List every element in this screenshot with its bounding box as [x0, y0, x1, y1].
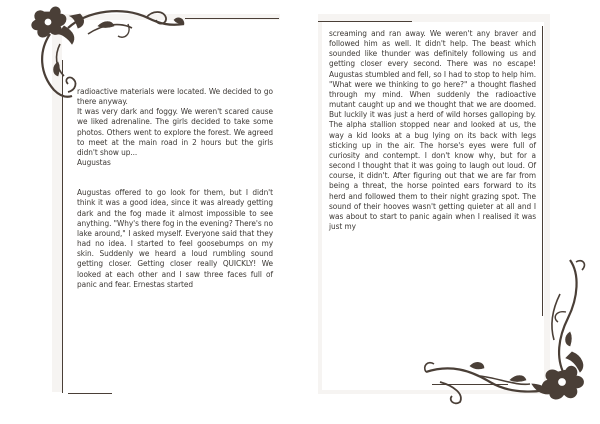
right-column-text — [329, 28, 536, 231]
paragraph: Augustas offered to go look for them, but I didn't think it was a good idea, since it was already getting dark and the fog made it almost impossible to see anything. "Why's there fog in the evening? There's no lake around," I asked myself. Everyone said that they had no idea. I started to feel goosebumps on my skin. Suddenly we heard a loud rumbling sound getting closer. Getting closer really QUICKLY! We looked at each other and I saw three faces full of panic and fear. Ernestas started — [77, 187, 274, 289]
paragraph: screaming and ran away. We weren't any braver and followed him as well. It didn't help. The beast which sounded like thunder was definitely following us and getting closer every second. There was no escape! Augustas stumbled and fell, so I had to stop to help him. "What were we thinking to go here?" a thought flashed through my mind. When suddenly the radioactive mutant caught up and we thought that we are doomed. But luckily it was just a herd of wild horses galloping by. The alpha stallion stopped near and looked at us, the way a kid looks at a bug lying on its back with legs sticking up in the air. The horse's eyes were full of curiosity and contempt. I don't know why, but for a second I thought that it was going to laugh out loud. Of course, it didn't. After figuring out that we are far from being a threat, the horse pointed ears forward to its herd and followed them to their night grazing spot. The sound of their hooves wasn't getting quieter at all and I was about to start to panic again when I realised it was just my — [329, 28, 536, 231]
left-bottom-rule — [68, 393, 112, 394]
left-side-rule — [62, 60, 63, 393]
paragraph: It was very dark and foggy. We weren't scared cause we liked adrenaline. The girls decided to take some photos. Others went to explore the forest. We agreed to meet at the main road in 2 hours but the girls didn't show up... — [77, 106, 273, 157]
right-top-rule — [318, 21, 412, 22]
flourish-corner-bottom-right-icon — [420, 254, 590, 410]
left-column-text — [77, 86, 273, 289]
left-top-rule — [185, 18, 279, 19]
author-signature: Augustas — [77, 157, 111, 168]
paragraph: radioactive materials were located. We decided to go there anyway. — [77, 86, 273, 107]
